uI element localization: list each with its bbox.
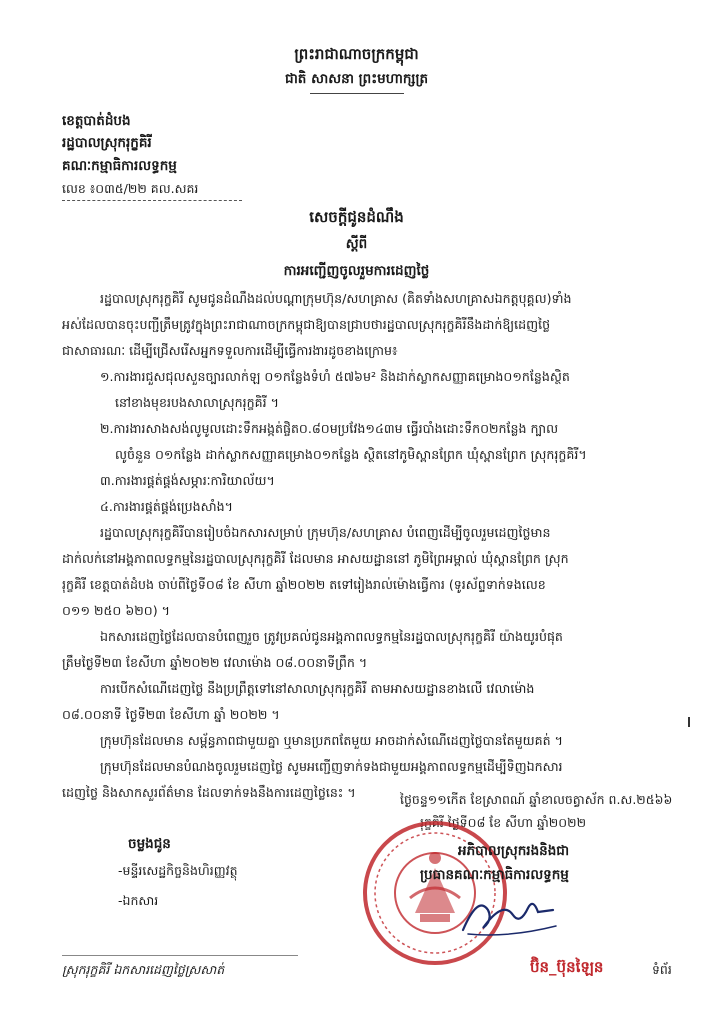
motto: ជាតិ សាសនា ព្រះមហាក្សត្រ xyxy=(284,71,429,87)
margin-mark xyxy=(688,717,690,727)
paragraph-6-line-1: ក្រុមហ៊ុនដែលមានបំណងចូលរួមដេញថ្លៃ សូមអញ្ជើញទាក់ទងជាមួយអង្គភាពលទ្ធកម្មដើម្បីទិញឯកសារ xyxy=(100,759,563,774)
paragraph-6-line-2: ដេញថ្លៃ និងសាកសួរព័ត៌មាន ដែលទាក់ទងនឹងការដេញថ្លៃនេះ ។ xyxy=(62,785,356,800)
paragraph-2-line-1: រដ្ឋបាលស្រុករុក្ខគិរីបានរៀបចំឯកសារសម្រាប់ ក្រុមហ៊ុន/សហគ្រាស បំពេញដើម្បីចូលរួមដេញថ្លៃមាន xyxy=(100,525,551,540)
paragraph-2-line-2: ដាក់លក់នៅអង្គភាពលទ្ធកម្មនៃរដ្ឋបាលស្រុករុក្ខគិរី ដែលមាន អាសយដ្ឋាននៅ ភូមិព្រៃអម្ពាល់ ឃុំស្ពានព្រែក ស្រុក xyxy=(62,551,569,566)
paragraph-4-line-1: ការបើកសំណើដេញថ្លៃ នឹងប្រព្រឹត្តទៅនៅសាលាស្រុករុក្ខគិរី តាមអាសយដ្ឋានខាងលើ វេលាម៉ោង xyxy=(100,681,535,696)
reference-number: លេខ ៖០៣៥/២២ គល.សគរ xyxy=(62,181,242,201)
list-item-1-line-1: ១.ការងារជួសជុលសួនច្បារលាក់ឡ ០១កន្លែងទំហំ ៥៧៦ម² និងដាក់ស្លាកសញ្ញាគម្រោង០១កន្លែងស្ថិត xyxy=(100,369,570,384)
list-item-2-line-1: ២.ការងារសាងសង់លូមូលដោះទឹកអង្កត់ផ្ចិត០.៨០មប្រវែង១៤៣ម ធ្វើរបាំងដោះទឹក០២កន្លែង ក្បាល xyxy=(100,421,559,436)
recipients-heading: ចម្លងជូន xyxy=(128,836,171,852)
lunar-date: ថ្ងៃចន្ទ១១កើត ខែស្រាពណ៍ ឆ្នាំខាលចត្វាស័ក ព.ស.២៥៦៦ xyxy=(400,792,673,807)
list-item-3: ៣.ការងារផ្គត់ផ្គង់សម្ភារៈការិយាល័យ។ xyxy=(100,473,275,488)
kingdom-heading: ព្រះរាជាណាចក្រកម្ពុជា xyxy=(294,45,419,63)
paragraph-2-line-4: ០១១ ២៥០ ៦២០) ។ xyxy=(62,603,170,618)
paragraph-1-line-3: ជាសាធារណៈ ដើម្បីជ្រើសរើសអ្នកទទួលការដើម្បីធ្វើការងារដូចខាងក្រោម៖ xyxy=(62,343,398,358)
list-item-2-line-2: លូចំនួន ០១កន្លែង ដាក់ស្លាកសញ្ញាគម្រោង០១កន្លែង ស្ថិតនៅភូមិស្ពានព្រែក ឃុំស្ពានព្រែក ស្រុករុក្ខគិរី។ xyxy=(115,447,587,462)
motto-ornament xyxy=(310,93,404,94)
list-item-1-line-2: នៅខាងមុខរបងសាលាស្រុករុក្ខគិរី ។ xyxy=(115,395,279,410)
sender-province: ខេត្តបាត់ដំបង xyxy=(62,113,131,129)
handwritten-signature xyxy=(458,890,563,940)
notice-subject: ការអញ្ជើញចូលរួមការដេញថ្លៃ xyxy=(283,263,430,279)
paragraph-2-line-3: រុក្ខគិរី ខេត្តបាត់ដំបង ចាប់ពីថ្ងៃទី០៨ ខែ សីហា ឆ្នាំ២០២២ តទៅរៀងរាល់ម៉ោងធ្វើការ (ទូរស័ព្ទទាក់ទងលេខ xyxy=(62,577,546,592)
footer-divider xyxy=(62,955,298,956)
paragraph-4-line-2: ០៨.០០នាទី ថ្ងៃទី២៣ ខែសីហា ឆ្នាំ ២០២២ ។ xyxy=(62,707,280,722)
signatory-role-1: អភិបាលស្រុករងនិងជា xyxy=(458,843,570,859)
sender-committee: គណៈកម្មាធិការលទ្ធកម្ម xyxy=(62,158,177,174)
notice-about: ស្តីពី xyxy=(345,236,368,252)
signatory-name: ប៊ិន_ប៊ុនឡៃន xyxy=(530,958,604,976)
solar-date: រុក្ខគិរី ថ្ងៃទី០៨ ខែ សីហា ឆ្នាំ២០២២ xyxy=(420,815,587,830)
list-item-4: ៤.ការងារផ្គត់ផ្គង់ប្រេងសាំង។ xyxy=(100,499,233,514)
footer-note: ស្រុករុក្ខគិរី ឯកសារដេញថ្លៃស្រសាត់ xyxy=(62,962,225,977)
paragraph-1-line-2: អស់ដែលបានចុះបញ្ជីត្រឹមត្រូវក្នុងព្រះរាជាណាចក្រកម្ពុជាឱ្យបានជ្រាបថារដ្ឋបាលស្រុករុក្ខគិរីនឹងដាក់ឱ្យដេញថ្លៃ xyxy=(62,317,551,332)
paragraph-3-line-2: ត្រឹមថ្ងៃទី២៣ ខែសីហា ឆ្នាំ២០២២ វេលាម៉ោង ០៨.០០នាទីព្រឹក ។ xyxy=(62,655,368,670)
page-marker: ទំព័រ xyxy=(652,962,672,977)
recipient-1: -មន្ទីរសេដ្ឋកិច្ចនិងហិរញ្ញវត្ថុ xyxy=(118,863,238,878)
recipient-2: -ឯកសារ xyxy=(118,893,159,908)
paragraph-5: ក្រុមហ៊ុនដែលមាន សម្ព័ន្ធភាពជាមួយគ្នា ឬមានប្រភពតែមួយ អាចដាក់សំណើដេញថ្លៃបានតែមួយគត់ ។ xyxy=(100,733,563,748)
notice-title: សេចក្តីជូនដំណឹង xyxy=(309,208,404,226)
sender-district: រដ្ឋបាលស្រុករុក្ខគិរី xyxy=(62,135,152,151)
paragraph-3-line-1: ឯកសារដេញថ្លៃដែលបានបំពេញរួច ត្រូវប្រគល់ជូនអង្គភាពលទ្ធកម្មនៃរដ្ឋបាលស្រុករុក្ខគិរី យ៉ាងយូរបំផុត xyxy=(100,629,563,644)
signatory-role-2: ប្រធានគណៈកម្មាធិការលទ្ធកម្ម xyxy=(420,867,569,883)
paragraph-1-line-1: រដ្ឋបាលស្រុករុក្ខគិរី សូមជូនដំណឹងដល់បណ្តាក្រុមហ៊ុន/សហគ្រាស (គិតទាំងសហគ្រាសឯកត្តបុគ្គល)ទាំង xyxy=(100,291,572,306)
